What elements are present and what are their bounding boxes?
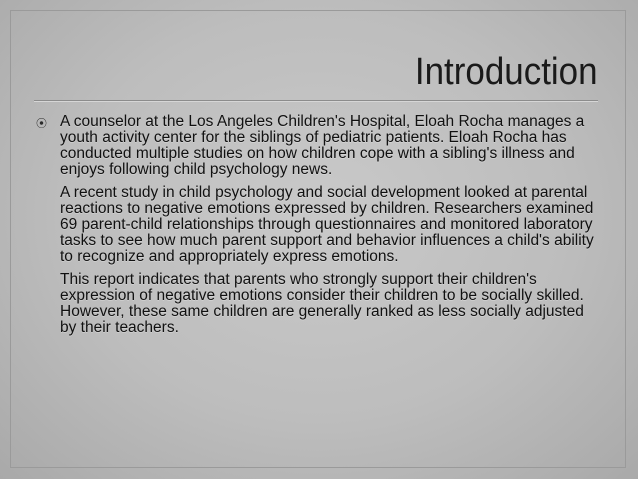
slide-body xyxy=(36,114,596,343)
slide-title: Introduction xyxy=(415,51,598,93)
title-divider xyxy=(34,100,598,101)
paragraph-3: This report indicates that parents who strongly support their children's expression of negative emotions consider their children to be socially skilled. However, these same children are generally ranked as less socially adjusted by their teachers. xyxy=(60,271,584,336)
paragraph-1: A counselor at the Los Angeles Children's Hospital, Eloah Rocha manages a youth activity center for the siblings of pediatric patients. Eloah Rocha has conducted multiple studies on how children cope with a sibling's illness and enjoys following child psychology news. xyxy=(60,113,585,178)
target-bullet-icon: ⦿ xyxy=(36,118,47,130)
paragraph-2: A recent study in child psychology and social development looked at parental reactions to negative emotions expressed by children. Researchers examined 69 parent-child relationships through questionnaires and monitored laboratory tasks to see how much parent support and behavior influences a child's ability to recognize and appropriately express emotions. xyxy=(60,184,594,265)
